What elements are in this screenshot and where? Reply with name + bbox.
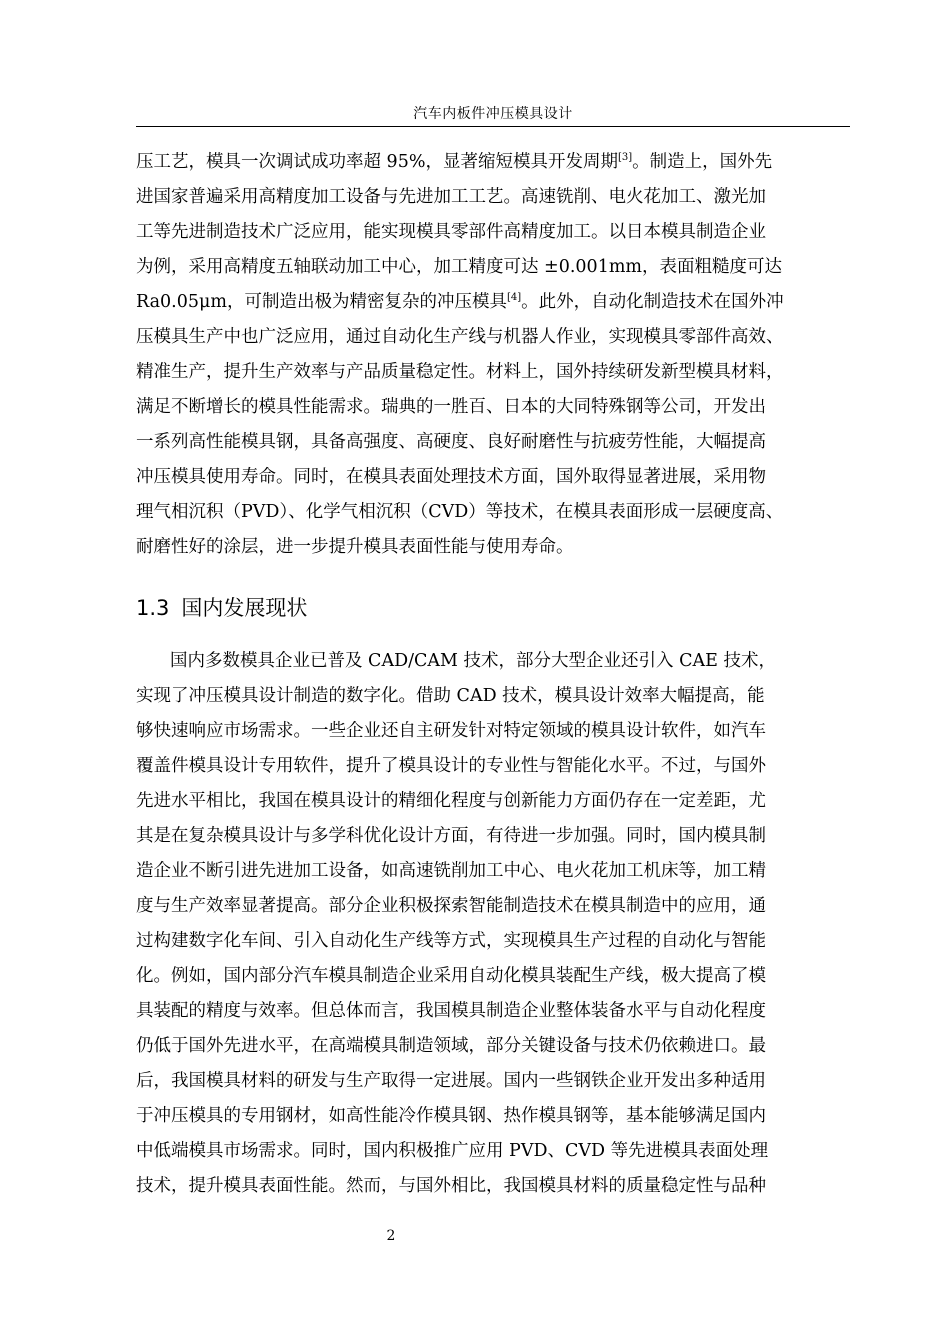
section-heading (136, 588, 307, 628)
text-line: 仍低于国外先进水平，在高端模具制造领域，部分关键设备与技术仍依赖进口。最 (136, 1036, 766, 1056)
section-number: 1.3 (136, 596, 170, 620)
text-line: 理气相沉积（PVD）、化学气相沉积（CVD）等技术，在模具表面形成一层硬度高、 (136, 502, 784, 522)
text-line: 过构建数字化车间、引入自动化生产线等方式，实现模具生产过程的自动化与智能 (136, 931, 766, 951)
text-line: 精准生产，提升生产效率与产品质量稳定性。材料上，国外持续研发新型模具材料， (136, 362, 784, 382)
citation-marker[interactable]: [4] (506, 292, 522, 303)
text-line: 先进水平相比，我国在模具设计的精细化程度与创新能力方面仍存在一定差距，尤 (136, 791, 766, 811)
text-line: 国内多数模具企业已普及 CAD/CAM 技术，部分大型企业还引入 CAE 技术， (170, 651, 776, 671)
text-line: 压模具生产中也广泛应用，通过自动化生产线与机器人作业，实现模具零部件高效、 (136, 327, 784, 347)
text-run: 。此外，自动化制造技术在国外冲 (521, 292, 784, 312)
text-line: 为例，采用高精度五轴联动加工中心，加工精度可达 ±0.001mm，表面粗糙度可达 (136, 257, 783, 277)
text-line: 覆盖件模具设计专用软件，提升了模具设计的专业性与智能化水平。不过，与国外 (136, 756, 766, 776)
page-number: 2 (386, 1228, 396, 1244)
section-title: 国内发展现状 (181, 596, 308, 620)
text-line: 一系列高性能模具钢，具备高强度、高硬度、良好耐磨性与抗疲劳性能，大幅提高 (136, 432, 766, 452)
text-line: 化。例如，国内部分汽车模具制造企业采用自动化模具装配生产线，极大提高了模 (136, 966, 766, 986)
text-line: 冲压模具使用寿命。同时，在模具表面处理技术方面，国外取得显著进展，采用物 (136, 467, 766, 487)
text-run: 。制造上，国外先 (632, 152, 773, 172)
text-line: 度与生产效率显著提高。部分企业积极探索智能制造技术在模具制造中的应用，通 (136, 896, 766, 916)
text-line: 技术，提升模具表面性能。然而，与国外相比，我国模具材料的质量稳定性与品种 (136, 1176, 766, 1196)
text-line (136, 285, 850, 319)
running-header: 汽车内板件冲压模具设计 (413, 106, 573, 122)
text-line: 于冲压模具的专用钢材，如高性能冷作模具钢、热作模具钢等，基本能够满足国内 (136, 1106, 766, 1126)
text-run: 压工艺，模具一次调试成功率超 95%，显著缩短模具开发周期 (136, 152, 618, 172)
header-rule (136, 126, 850, 127)
text-line: 具装配的精度与效率。但总体而言，我国模具制造企业整体装备水平与自动化程度 (136, 1001, 766, 1021)
text-line: 耐磨性好的涂层，进一步提升模具表面性能与使用寿命。 (136, 537, 574, 557)
text-line: 实现了冲压模具设计制造的数字化。借助 CAD 技术，模具设计效率大幅提高，能 (136, 686, 765, 706)
citation-marker[interactable]: [3] (617, 152, 633, 163)
text-line: 其是在复杂模具设计与多学科优化设计方面，有待进一步加强。同时，国内模具制 (136, 826, 766, 846)
text-line: 后，我国模具材料的研发与生产取得一定进展。国内一些钢铁企业开发出多种适用 (136, 1071, 766, 1091)
text-line (136, 145, 850, 179)
text-line: 造企业不断引进先进加工设备，如高速铣削加工中心、电火花加工机床等，加工精 (136, 861, 766, 881)
text-line: 进国家普遍采用高精度加工设备与先进加工工艺。高速铣削、电火花加工、激光加 (136, 187, 766, 207)
text-line: 工等先进制造技术广泛应用，能实现模具零部件高精度加工。以日本模具制造企业 (136, 222, 766, 242)
text-run: Ra0.05μm，可制造出极为精密复杂的冲压模具 (136, 292, 507, 312)
text-line: 够快速响应市场需求。一些企业还自主研发针对特定领域的模具设计软件，如汽车 (136, 721, 766, 741)
text-line: 中低端模具市场需求。同时，国内积极推广应用 PVD、CVD 等先进模具表面处理 (136, 1141, 769, 1161)
text-line: 满足不断增长的模具性能需求。瑞典的一胜百、日本的大同特殊钢等公司，开发出 (136, 397, 766, 417)
